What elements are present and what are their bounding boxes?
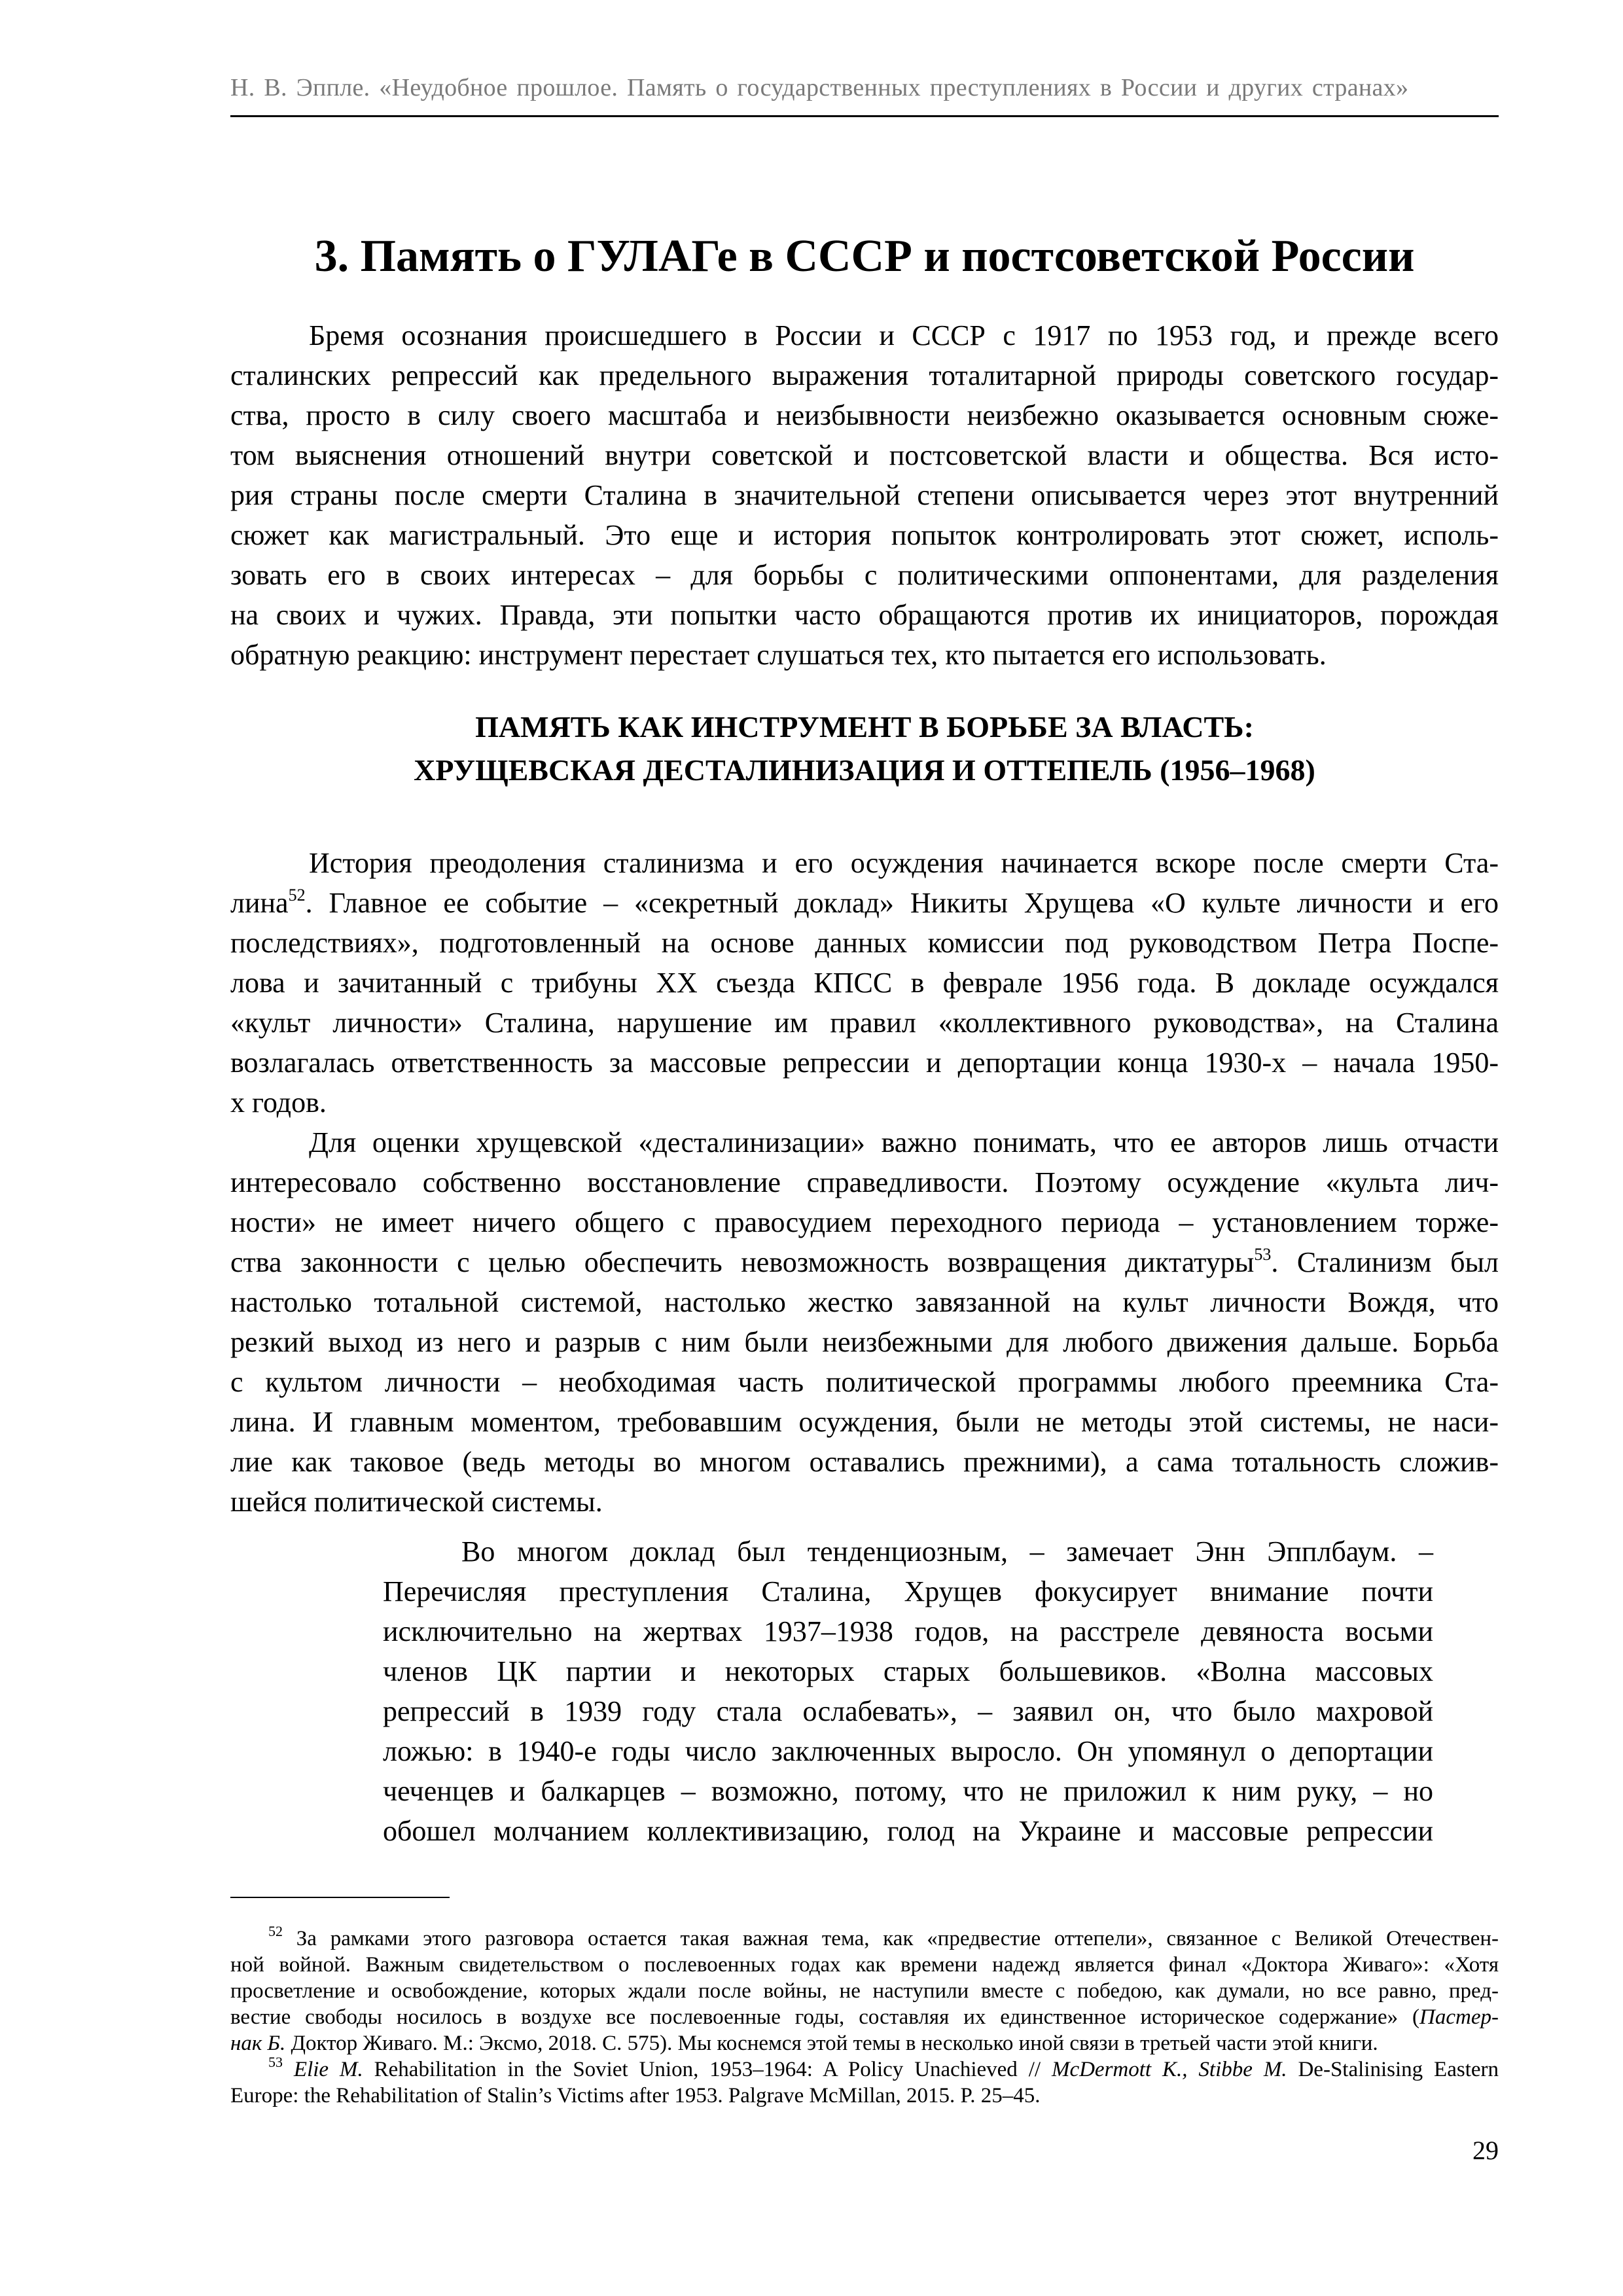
text-line: сюжет как магистральный. Это еще и история попыток контролировать этот сюжет, исполь- xyxy=(230,519,1499,551)
section-heading xyxy=(230,706,1499,792)
section-heading-line-2: ХРУЩЕВСКАЯ ДЕСТАЛИНИЗАЦИЯ И ОТТЕПЕЛЬ (1956–1968) xyxy=(414,753,1315,787)
text-fragment: Доктор Живаго. М.: Эксмо, 2018. С. 575). Мы коснемся этой темы в несколько иной связи в третьей части этой книги. xyxy=(285,2032,1378,2055)
author-italic: Elie M. xyxy=(293,2058,363,2081)
paragraph-1 xyxy=(230,843,1499,1122)
text-line: лие как таковое (ведь методы во многом оставались прежними), а сама тотальность сложив- xyxy=(230,1446,1499,1478)
text-fragment: Rehabilitation in the Soviet Union, 1953–1964: A Policy Unachieved // xyxy=(363,2058,1052,2081)
footnote-line xyxy=(230,2004,1499,2030)
text-line: шейся политической системы. xyxy=(230,1486,603,1518)
text-fragment: . Главное ее событие – «секретный доклад» Никиты Хрущева «О культе личности и его xyxy=(305,887,1499,919)
quote-line: обошел молчанием коллективизацию, голод на Украине и массовые репрессии xyxy=(383,1815,1433,1847)
text-line: История преодоления сталинизма и его осуждения начинается вскоре после смерти Ста- xyxy=(309,847,1499,879)
quote-line: ложью: в 1940-е годы число заключенных выросло. Он упомянул о депортации xyxy=(383,1735,1433,1767)
text-line: сталинских репрессий как предельного выражения тоталитарной природы советского государ- xyxy=(230,359,1499,391)
text-line: с культом личности – необходимая часть политической программы любого преемника Ста- xyxy=(230,1366,1499,1398)
quote-line: исключительно на жертвах 1937–1938 годов, на расстреле девяноста восьми xyxy=(383,1615,1433,1647)
text-line: х годов. xyxy=(230,1086,327,1119)
running-head: Н. В. Эппле. «Неудобное прошлое. Память о государственных преступлениях в России и других странах» xyxy=(230,74,1409,101)
quote-line: членов ЦК партии и некоторых старых большевиков. «Волна массовых xyxy=(383,1655,1433,1687)
footnote-ref-52[interactable]: 52 xyxy=(288,886,306,905)
text-fragment: лина xyxy=(230,887,289,919)
text-fragment: За рамками этого разговора остается такая важная тема, как «предвестие оттепели», связанное с Великой Отечествен- xyxy=(296,1927,1499,1950)
author-italic: Пастер- xyxy=(1419,2005,1499,2029)
footnote-line xyxy=(230,2056,1499,2083)
text-line: интересовало собственно восстановление справедливости. Поэтому осуждение «культа лич- xyxy=(230,1166,1499,1198)
text-line: возлагалась ответственность за массовые репрессии и депортации конца 1930-х – начала 1950- xyxy=(230,1047,1499,1079)
footnote-ref-53[interactable]: 53 xyxy=(1254,1245,1272,1264)
page-number: 29 xyxy=(1472,2136,1499,2165)
text-fragment: De-Stalinising Eastern xyxy=(1287,2058,1499,2081)
text-fragment: . Сталинизм был xyxy=(1271,1246,1499,1278)
editors-italic: McDermott K., Stibbe M. xyxy=(1051,2058,1287,2081)
blockquote xyxy=(383,1532,1433,1851)
text-line: зовать его в своих интересах – для борьбы с политическими оппонентами, для разделения xyxy=(230,559,1499,591)
text-fragment: вестие свободы носилось в воздухе все послевоенные годы, составляя их единственное историческое содержание» ( xyxy=(230,2005,1420,2029)
quote-line: репрессий в 1939 году стала ослабевать», – заявил он, что было махровой xyxy=(383,1695,1433,1727)
section-heading-line-1: ПАМЯТЬ КАК ИНСТРУМЕНТ В БОРЬБЕ ЗА ВЛАСТЬ: xyxy=(475,710,1254,744)
footnote-line xyxy=(230,1923,1499,1952)
quote-line: чеченцев и балкарцев – возможно, потому, что не приложил к ним руку, – но xyxy=(383,1775,1433,1807)
footnote-line: просветление и освобождение, которых ждали после войны, не наступили вместе с победою, как думали, но все равно, пред- xyxy=(230,1979,1499,2003)
footnote-53 xyxy=(230,2056,1499,2109)
text-line xyxy=(230,1242,1499,1282)
text-line: том выяснения отношений внутри советской и постсоветской власти и общества. Вся исто- xyxy=(230,439,1499,471)
text-line xyxy=(230,883,1499,923)
footnote-number: 52 xyxy=(268,1923,283,1939)
quote-line: Во многом доклад был тенденциозным, – замечает Энн Эпплбаум. – xyxy=(461,1535,1433,1568)
chapter-title: 3. Память о ГУЛАГе в СССР и постсоветской России xyxy=(314,231,1415,281)
text-line: на своих и чужих. Правда, эти попытки часто обращаются против их инициаторов, порождая xyxy=(230,599,1499,631)
footnotes xyxy=(230,1923,1499,2109)
text-line: ности» не имеет ничего общего с правосудием переходного периода – установлением торже- xyxy=(230,1206,1499,1238)
footnote-line: Europe: the Rehabilitation of Stalin’s Victims after 1953. Palgrave McMillan, 2015. P. 25–45. xyxy=(230,2084,1041,2108)
footnote-separator xyxy=(230,1897,450,1898)
text-line: резкий выход из него и разрыв с ним были неизбежными для любого движения дальше. Борьба xyxy=(230,1326,1499,1358)
text-line: последствиях», подготовленный на основе данных комиссии под руководством Петра Поспе- xyxy=(230,927,1499,959)
quote-line: Перечисляя преступления Сталина, Хрущев фокусирует внимание почти xyxy=(383,1575,1433,1607)
intro-paragraph xyxy=(230,315,1499,675)
text-line: Бремя осознания происшедшего в России и СССР с 1917 по 1953 год, и прежде всего xyxy=(309,319,1499,351)
text-line: обратную реакцию: инструмент перестает слушаться тех, кто пытается его использовать. xyxy=(230,639,1327,671)
text-fragment: ства законности с целью обеспечить невозможность возвращения диктатуры xyxy=(230,1246,1255,1278)
text-line: Для оценки хрущевской «десталинизации» важно понимать, что ее авторов лишь отчасти xyxy=(309,1126,1499,1158)
footnote-line: ной войной. Важным свидетельством о послевоенных годах как времени надежд является финал «Доктора Живаго»: «Хотя xyxy=(230,1953,1499,1977)
header-rule xyxy=(230,115,1499,117)
text-line: рия страны после смерти Сталина в значительной степени описывается через этот внутренний xyxy=(230,479,1499,511)
text-line: «культ личности» Сталина, нарушение им правил «коллективного руководства», на Сталина xyxy=(230,1007,1499,1039)
footnote-number: 53 xyxy=(268,2054,283,2070)
text-line: ства, просто в силу своего масштаба и неизбывности неизбежно оказывается основным сюже- xyxy=(230,399,1499,431)
text-line: лина. И главным моментом, требовавшим осуждения, были не методы этой системы, не наси- xyxy=(230,1406,1499,1438)
footnote-52 xyxy=(230,1923,1499,2056)
text-line: лова и зачитанный с трибуны XX съезда КПСС в феврале 1956 года. В докладе осуждался xyxy=(230,967,1499,999)
text-line: настолько тотальной системой, настолько жестко завязанной на культ личности Вождя, что xyxy=(230,1286,1499,1318)
author-italic: нак Б. xyxy=(230,2032,286,2055)
footnote-line xyxy=(230,2030,1499,2056)
paragraph-2 xyxy=(230,1122,1499,1522)
